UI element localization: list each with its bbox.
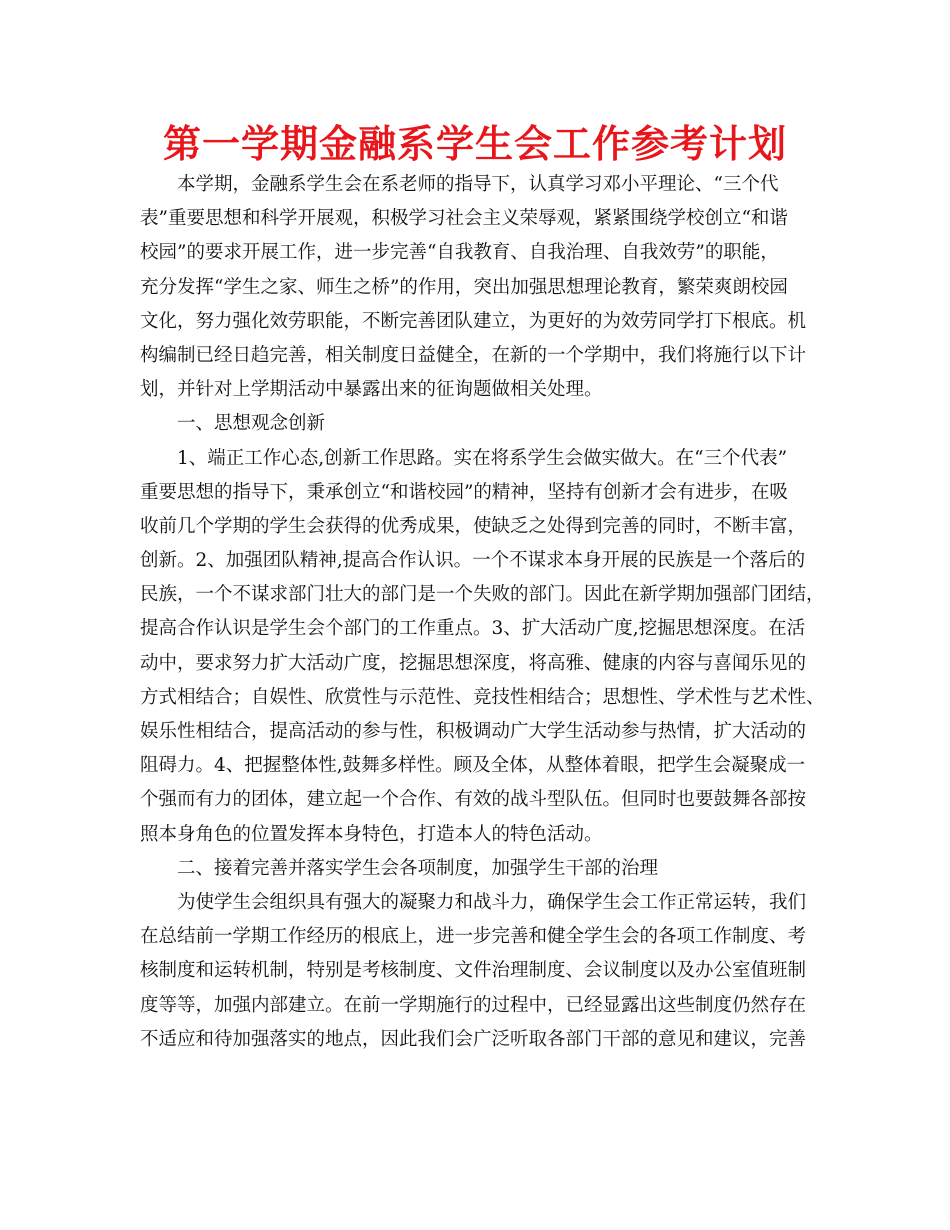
body-line: 娱乐性相结合，提高活动的参与性，积极调动广大学生活动参与热情，扩大活动的: [140, 721, 807, 742]
body-line: 二、接着完善并落实学生会各项制度，加强学生干部的治理: [177, 857, 659, 879]
body-line: 1、端正工作心态,创新工作思路。实在将系学生会做实做大。在“三个代表”: [177, 447, 788, 469]
body-line: 度等等，加强内部建立。在前一学期施行的过程中，已经显露出这些制度仍然存在: [140, 994, 807, 1016]
body-line: 个强而有力的团体，建立起一个合作、有效的战斗型队伍。但同时也要鼓舞各部按: [140, 789, 807, 811]
body-line: 方式相结合；自娱性、欣赏性与示范性、竞技性相结合；思想性、学术性与艺术性、: [140, 686, 825, 708]
body-line: 创新。2、加强团队精神,提高合作认识。一个不谋求本身开展的民族是一个落后的: [140, 550, 806, 572]
document-title: 第一学期金融系学生会工作参考计划: [162, 122, 787, 166]
body-line: 在总结前一学期工作经历的根底上，进一步完善和健全学生会的各项工作制度、考: [140, 926, 807, 948]
body-line: 一、思想观念创新: [177, 413, 326, 435]
body-line: 为使学生会组织具有强大的凝聚力和战斗力，确保学生会工作正常运转，我们: [177, 891, 807, 913]
body-line: 动中，要求努力扩大活动广度，挖掘思想深度，将高雅、健康的内容与喜闻乐见的: [140, 652, 807, 674]
document-body: [140, 168, 825, 1057]
body-line: 划，并针对上学期活动中暴露出来的征询题做相关处理。: [140, 379, 603, 401]
body-line: 收前几个学期的学生会获得的优秀成果，使缺乏之处得到完善的同时，不断丰富，: [140, 515, 807, 537]
body-line: 充分发挥“学生之家、师生之桥”的作用，突出加强思想理论教育，繁荣爽朗校园: [140, 276, 788, 298]
body-line: 重要思想的指导下，秉承创立“和谐校园”的精神，坚持有创新才会有进步，在吸: [140, 481, 788, 503]
body-line: 校园”的要求开展工作，进一步完善“自我教育、自我治理、自我效劳”的职能，: [140, 242, 779, 264]
body-line: 民族，一个不谋求部门壮大的部门是一个失败的部门。因此在新学期加强部门团结，: [140, 584, 825, 606]
body-line: 构编制已经日趋完善，相关制度日益健全，在新的一个学期中，我们将施行以下计: [140, 344, 807, 366]
body-line: 文化，努力强化效劳职能，不断完善团队建立，为更好的为效劳同学打下根底。机: [140, 310, 807, 332]
body-line: 核制度和运转机制，特别是考核制度、文件治理制度、会议制度以及办公室值班制: [140, 960, 807, 982]
body-line: 提高合作认识是学生会个部门的工作重点。3、扩大活动广度,挖掘思想深度。在活: [140, 618, 806, 640]
body-line: 表”重要思想和科学开展观，积极学习社会主义荣辱观，紧紧围绕学校创立“和谐: [140, 208, 788, 230]
body-line: 照本身角色的位置发挥本身特色，打造本人的特色活动。: [140, 823, 603, 845]
body-line: 不适应和待加强落实的地点，因此我们会广泛听取各部门干部的意见和建议，完善: [140, 1028, 807, 1050]
body-line: 阻碍力。4、把握整体性,鼓舞多样性。顾及全体，从整体着眼，把学生会凝聚成一: [140, 755, 806, 777]
body-line: 本学期，金融系学生会在系老师的指导下，认真学习邓小平理论、“三个代: [177, 174, 779, 195]
